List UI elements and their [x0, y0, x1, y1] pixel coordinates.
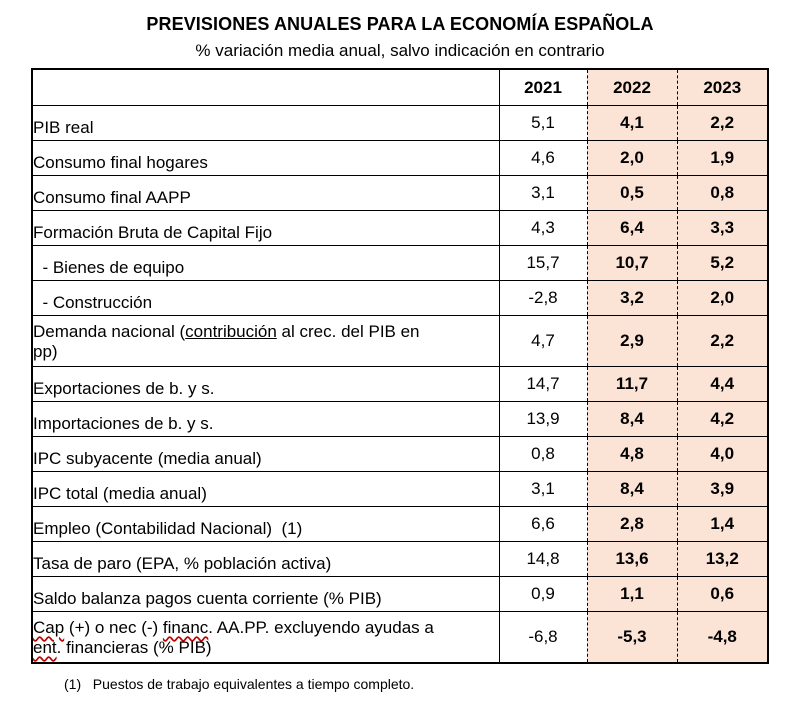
- value-2021: 3,1: [499, 176, 587, 211]
- value-2022: 11,7: [587, 367, 677, 402]
- row-empleo: [32, 507, 768, 542]
- value-2022: 6,4: [587, 211, 677, 246]
- header-row: [32, 69, 768, 106]
- row-saldo-balanza: [32, 577, 768, 612]
- row-importaciones: [32, 402, 768, 437]
- row-label: Empleo (Contabilidad Nacional) (1): [32, 507, 499, 542]
- value-2021: 4,7: [499, 316, 587, 367]
- value-2023: 4,4: [677, 367, 768, 402]
- value-2022: 10,7: [587, 246, 677, 281]
- value-2023: 3,3: [677, 211, 768, 246]
- row-construccion: [32, 281, 768, 316]
- value-2021: 3,1: [499, 472, 587, 507]
- value-2022: 4,8: [587, 437, 677, 472]
- value-2021: 14,7: [499, 367, 587, 402]
- row-label: Consumo final AAPP: [32, 176, 499, 211]
- row-label: Exportaciones de b. y s.: [32, 367, 499, 402]
- value-2023: 4,0: [677, 437, 768, 472]
- value-2023: 1,9: [677, 141, 768, 176]
- row-label: PIB real: [32, 106, 499, 141]
- value-2023: 1,4: [677, 507, 768, 542]
- header-2023: 2023: [677, 69, 768, 106]
- row-label: Demanda nacional (contribución al crec. del PIB en pp): [32, 316, 499, 367]
- value-2023: -4,8: [677, 612, 768, 664]
- value-2023: 3,9: [677, 472, 768, 507]
- value-2021: 13,9: [499, 402, 587, 437]
- row-label: Tasa de paro (EPA, % población activa): [32, 542, 499, 577]
- row-label: Importaciones de b. y s.: [32, 402, 499, 437]
- row-bienes-equipo: [32, 246, 768, 281]
- value-2021: 4,6: [499, 141, 587, 176]
- value-2022: 8,4: [587, 472, 677, 507]
- value-2023: 13,2: [677, 542, 768, 577]
- row-label: - Construcción: [32, 281, 499, 316]
- header-2021: 2021: [499, 69, 587, 106]
- value-2021: 6,6: [499, 507, 587, 542]
- value-2023: 2,2: [677, 316, 768, 367]
- value-2023: 4,2: [677, 402, 768, 437]
- value-2021: -6,8: [499, 612, 587, 664]
- row-fbcf: [32, 211, 768, 246]
- header-2022: 2022: [587, 69, 677, 106]
- row-label: Cap (+) o nec (-) financ. AA.PP. excluyendo ayudas a ent. financieras (% PIB): [32, 612, 499, 664]
- row-exportaciones: [32, 367, 768, 402]
- row-label: Saldo balanza pagos cuenta corriente (% PIB): [32, 577, 499, 612]
- value-2022: 13,6: [587, 542, 677, 577]
- value-2022: 1,1: [587, 577, 677, 612]
- row-label: IPC total (media anual): [32, 472, 499, 507]
- value-2022: 2,9: [587, 316, 677, 367]
- value-2023: 2,0: [677, 281, 768, 316]
- row-label: - Bienes de equipo: [32, 246, 499, 281]
- value-2022: 8,4: [587, 402, 677, 437]
- row-ipc-total: [32, 472, 768, 507]
- row-label: Consumo final hogares: [32, 141, 499, 176]
- row-consumo-aapp: [32, 176, 768, 211]
- value-2021: 0,8: [499, 437, 587, 472]
- row-tasa-paro: [32, 542, 768, 577]
- value-2023: 5,2: [677, 246, 768, 281]
- row-demanda-nacional: [32, 316, 768, 367]
- value-2022: 4,1: [587, 106, 677, 141]
- value-2023: 0,6: [677, 577, 768, 612]
- row-label: Formación Bruta de Capital Fijo: [32, 211, 499, 246]
- table-title: PREVISIONES ANUALES PARA LA ECONOMÍA ESPAÑOLA: [146, 14, 654, 34]
- footnote: (1) Puestos de trabajo equivalentes a tiempo completo.: [64, 676, 415, 692]
- value-2021: -2,8: [499, 281, 587, 316]
- value-2022: 3,2: [587, 281, 677, 316]
- value-2022: 2,8: [587, 507, 677, 542]
- header-label-cell: [32, 69, 499, 106]
- value-2021: 5,1: [499, 106, 587, 141]
- forecast-table: [31, 68, 769, 664]
- row-capacidad-financiacion: [32, 612, 768, 664]
- value-2021: 4,3: [499, 211, 587, 246]
- table-subtitle: % variación media anual, salvo indicación en contrario: [195, 41, 605, 60]
- value-2022: 0,5: [587, 176, 677, 211]
- value-2022: 2,0: [587, 141, 677, 176]
- row-ipc-subyacente: [32, 437, 768, 472]
- value-2021: 15,7: [499, 246, 587, 281]
- value-2023: 0,8: [677, 176, 768, 211]
- value-2022: -5,3: [587, 612, 677, 664]
- value-2021: 14,8: [499, 542, 587, 577]
- row-pib-real: [32, 106, 768, 141]
- value-2023: 2,2: [677, 106, 768, 141]
- value-2021: 0,9: [499, 577, 587, 612]
- row-label: IPC subyacente (media anual): [32, 437, 499, 472]
- row-consumo-hogares: [32, 141, 768, 176]
